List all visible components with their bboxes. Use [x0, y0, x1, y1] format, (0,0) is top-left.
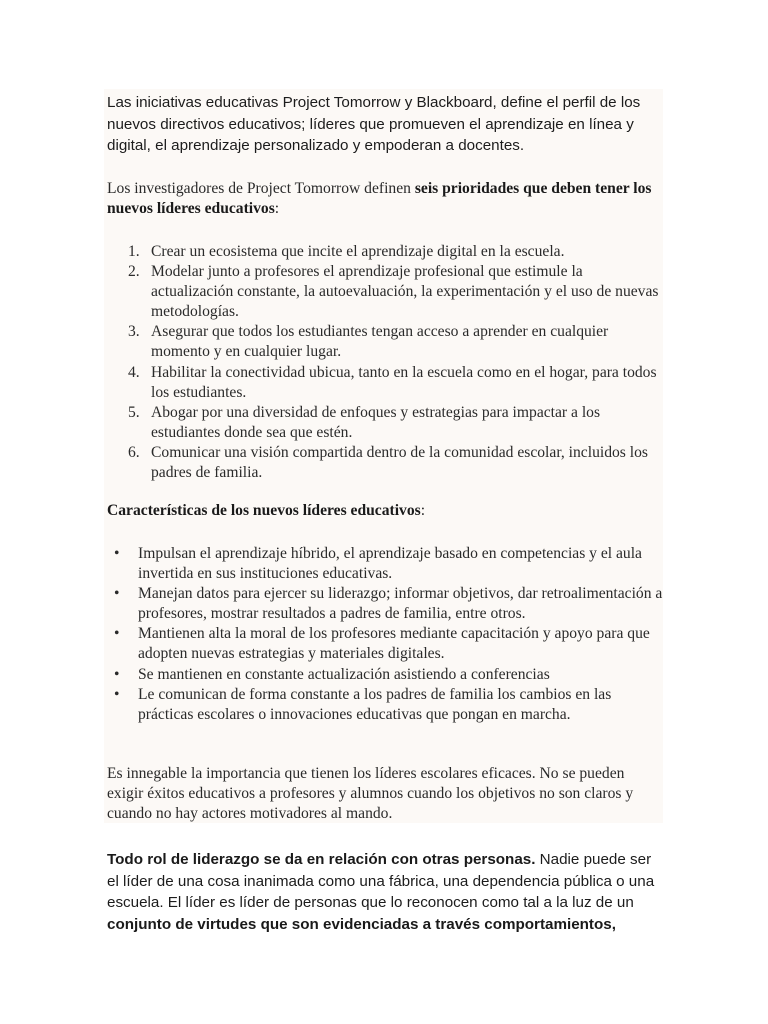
list-item	[114, 584, 663, 624]
priorities-intro-paragraph	[107, 179, 663, 219]
list-item-text: Impulsan el aprendizaje híbrido, el aprendizaje basado en competencias y el aula invertida en sus instituciones educativas.	[138, 545, 642, 583]
bullet-icon: •	[114, 685, 120, 703]
bullet-icon: •	[114, 585, 120, 603]
closing-bold-2: conjunto de virtudes que son evidenciadas a través comportamientos,	[107, 915, 616, 933]
list-item-text: Abogar por una diversidad de enfoques y estrategias para impactar a los estudiantes donde sea que estén.	[151, 403, 601, 441]
list-item	[128, 242, 663, 262]
list-item	[128, 262, 663, 322]
list-item-text: Asegurar que todos los estudiantes tengan acceso a aprender en cualquier momento y en cualquier lugar.	[151, 323, 609, 361]
list-item	[128, 443, 663, 483]
priorities-intro-bold: seis prioridades que deben tener los nuevos líderes educativos	[107, 180, 652, 218]
closing-text: Nadie puede ser el líder de una cosa inanimada como una fábrica, una dependencia pública o una escuela. El líder es líder de personas que lo reconocen como tal a la luz de un	[107, 851, 655, 911]
intro-text: Las iniciativas educativas Project Tomorrow y Blackboard, define el perfil de los nuevos directivos educativos; líderes que promueven el aprendizaje en línea y digital, el aprendizaje personalizado y empoderan a docentes.	[107, 94, 641, 154]
list-item-text: Modelar junto a profesores el aprendizaje profesional que estimule la actualización constante, la autoevaluación, la experimentación y el uso de nuevas metodologías.	[151, 263, 659, 321]
priorities-intro-text: Los investigadores de Project Tomorrow definen	[107, 180, 415, 197]
list-item	[114, 685, 663, 725]
conclusion-paragraph	[107, 764, 663, 824]
bullet-icon: •	[114, 625, 120, 643]
list-item	[128, 403, 663, 443]
list-item-text: Crear un ecosistema que incite el aprendizaje digital en la escuela.	[151, 243, 565, 260]
bullet-icon: •	[114, 665, 120, 683]
intro-paragraph	[107, 92, 659, 157]
features-heading-colon: :	[420, 502, 426, 519]
closing-paragraph	[107, 849, 667, 935]
list-item-text: Habilitar la conectividad ubicua, tanto en la escuela como en el hogar, para todos los estudiantes.	[151, 363, 657, 401]
list-item	[114, 624, 663, 664]
list-item-number: 5.	[128, 403, 140, 421]
closing-bold-1: Todo rol de liderazgo se da en relación con otras personas.	[107, 851, 536, 868]
list-item-text: Comunicar una visión compartida dentro de la comunidad escolar, incluidos los padres de familia.	[151, 443, 648, 482]
list-item	[128, 322, 663, 362]
features-list	[107, 544, 663, 725]
list-item	[114, 544, 663, 584]
list-item-text: Manejan datos para ejercer su liderazgo; informar objetivos, dar retroalimentación a profesores, mostrar resultados a padres de familia, entre otros.	[138, 585, 663, 623]
list-item	[128, 363, 663, 403]
list-item-number: 4.	[128, 363, 140, 381]
list-item-text: Le comunican de forma constante a los padres de familia los cambios en las prácticas escolares o innovaciones educativas que pongan en marcha.	[138, 685, 612, 723]
list-item-number: 1.	[128, 243, 140, 260]
priorities-list	[107, 242, 663, 483]
list-item-text: Se mantienen en constante actualización asistiendo a conferencias	[138, 665, 550, 683]
list-item-text: Mantienen alta la moral de los profesores mediante capacitación y apoyo para que adopten nuevas estrategias y materiales digitales.	[138, 625, 650, 663]
list-item	[114, 665, 663, 685]
priorities-intro-colon: :	[274, 200, 280, 218]
conclusion-text: Es innegable la importancia que tienen los líderes escolares eficaces. No se pueden exigir éxitos educativos a profesores y alumnos cuando los objetivos no son claros y cuando no hay actores motivadores al mando.	[107, 765, 634, 823]
list-item-number: 6.	[128, 443, 140, 461]
bullet-icon: •	[114, 545, 120, 562]
features-heading	[107, 501, 663, 521]
list-item-number: 3.	[128, 323, 140, 341]
list-item-number: 2.	[128, 263, 140, 281]
features-heading-bold: Características de los nuevos líderes educativos	[107, 502, 421, 519]
